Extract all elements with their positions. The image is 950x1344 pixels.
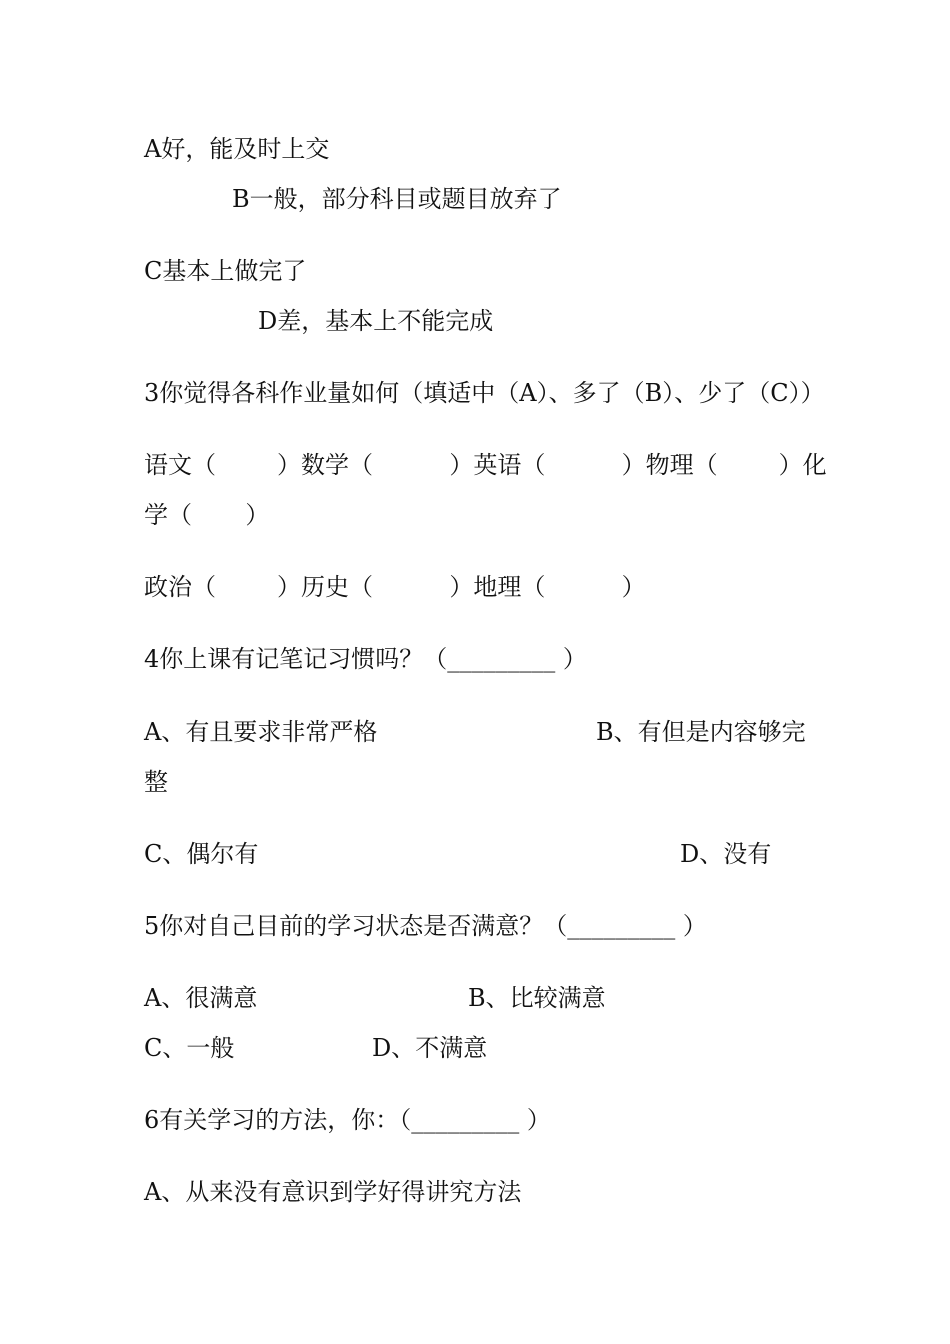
q4-question: 4你上课有记笔记习惯吗？（_________ ） xyxy=(144,645,587,673)
q2-option-b: B一般，部分科目或题目放弃了 xyxy=(232,185,562,213)
q3-question: 3你觉得各科作业量如何（填适中（A）、多了（B）、少了（C）） xyxy=(144,379,825,407)
q5-option-b: B、比较满意 xyxy=(468,984,606,1012)
q3-subjects-line1-wrap: 学（ ） xyxy=(144,501,270,529)
q3-subjects-line2: 政治（ ）历史（ ）地理（ ） xyxy=(144,573,646,601)
q4-option-b-wrap: 整 xyxy=(144,768,168,796)
q4-option-b: B、有但是内容够完 xyxy=(596,718,806,746)
q4-option-d: D、没有 xyxy=(680,840,772,868)
q5-option-c: C、一般 xyxy=(144,1034,235,1062)
q5-option-d: D、不满意 xyxy=(372,1034,488,1062)
q2-option-a: A好，能及时上交 xyxy=(144,135,330,163)
q4-option-a: A、有且要求非常严格 xyxy=(144,718,378,746)
q6-question: 6有关学习的方法，你：（_________ ） xyxy=(144,1106,551,1134)
q5-question: 5你对自己目前的学习状态是否满意？（_________ ） xyxy=(144,912,707,940)
q2-option-c: C基本上做完了 xyxy=(144,257,307,285)
q3-subjects-line1: 语文（ ）数学（ ）英语（ ）物理（ ）化 xyxy=(144,451,827,479)
q4-option-c: C、偶尔有 xyxy=(144,840,259,868)
q5-option-a: A、很满意 xyxy=(144,984,258,1012)
q6-option-a: A、从来没有意识到学好得讲究方法 xyxy=(144,1178,522,1206)
q2-option-d: D差，基本上不能完成 xyxy=(258,307,494,335)
